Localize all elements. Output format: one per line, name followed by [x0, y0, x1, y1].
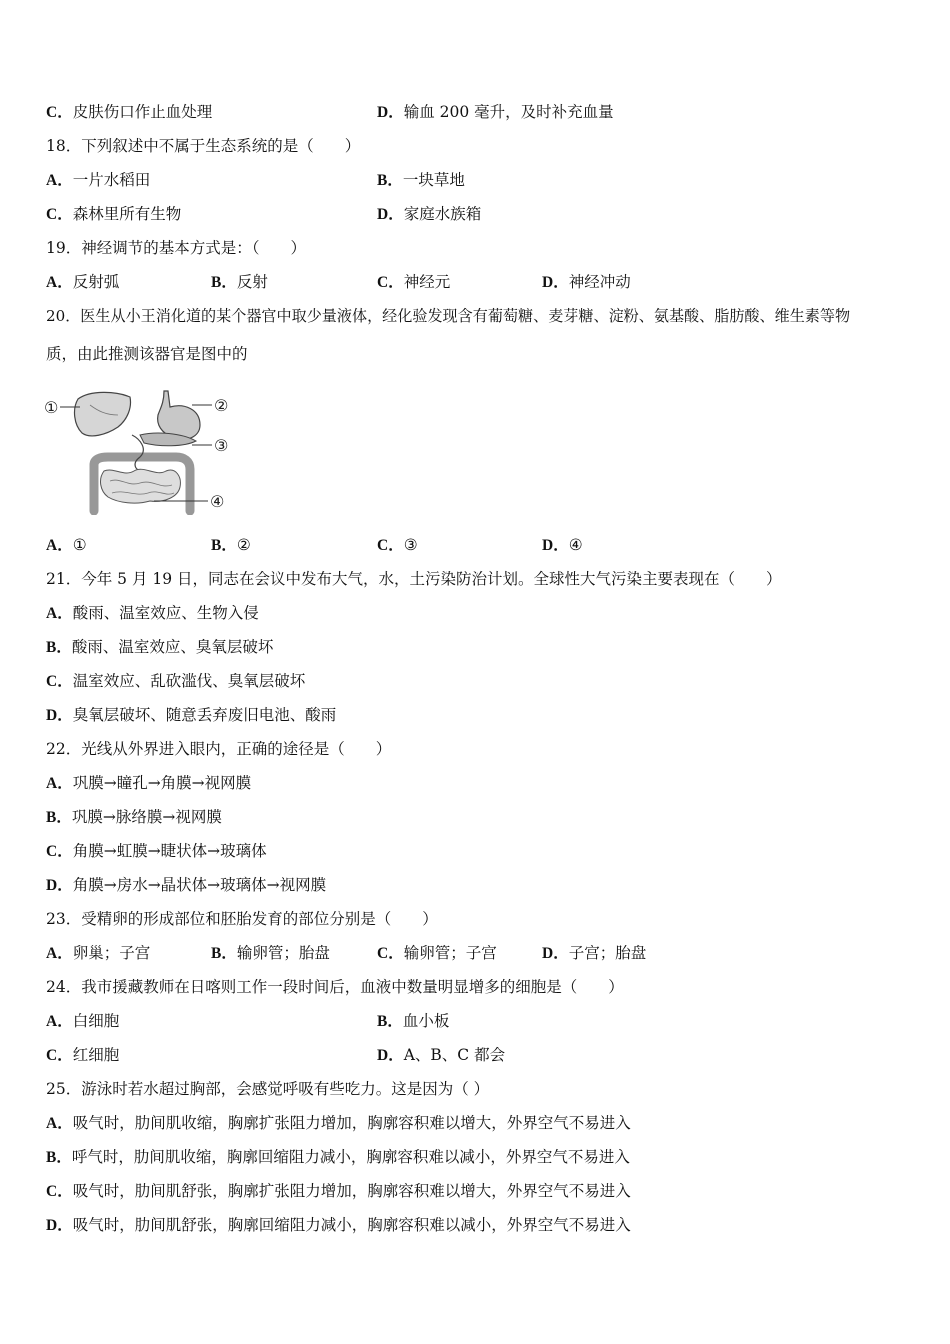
q24-option-c: C．红细胞 [46, 1046, 120, 1064]
q20-stem-line1: 20．医生从小王消化道的某个器官中取少量液体，经化验发现含有葡萄糖、麦芽糖、淀粉、氨基酸、脂肪酸、维生素等物 [46, 307, 851, 325]
q22-option-b: B．巩膜→脉络膜→视网膜 [46, 808, 222, 826]
q24-option-a: A．白细胞 [46, 1012, 120, 1030]
q23-option-b: B．输卵管；胎盘 [211, 944, 330, 962]
q19-option-b: B．反射 [211, 273, 268, 291]
q21-stem: 21．今年 5 月 19 日，同志在会议中发布大气，水，土污染防治计划。全球性大气污染主要表现在（ ） [46, 570, 782, 588]
q19-option-a: A．反射弧 [46, 273, 120, 291]
q21-option-b: B．酸雨、温室效应、臭氧层破坏 [46, 638, 274, 656]
stomach-shape [158, 391, 200, 439]
diagram-marker-1: ① [44, 398, 59, 417]
q20-option-d: D．④ [542, 536, 583, 554]
q23-option-c: C．输卵管；子宫 [377, 944, 497, 962]
q23-option-d: D．子宫；胎盘 [542, 944, 647, 962]
q24-option-b: B．血小板 [377, 1012, 450, 1030]
q25-option-d: D．吸气时，肋间肌舒张，胸廓回缩阻力减小，胸廓容积难以减小，外界空气不易进入 [46, 1216, 631, 1234]
q22-option-c: C．角膜→虹膜→睫状体→玻璃体 [46, 842, 267, 860]
liver-shape [75, 392, 131, 436]
q25-option-b: B．呼气时，肋间肌收缩，胸廓回缩阻力减小，胸廓容积难以减小，外界空气不易进入 [46, 1148, 630, 1166]
q20-stem-line2: 质，由此推测该器官是图中的 [46, 345, 248, 363]
q21-option-a: A．酸雨、温室效应、生物入侵 [46, 604, 259, 622]
q18-option-b: B．一块草地 [377, 171, 465, 189]
q19-stem: 19．神经调节的基本方式是：（ ） [46, 239, 306, 257]
q21-option-c: C．温室效应、乱砍滥伐、臭氧层破坏 [46, 672, 306, 690]
q22-stem: 22．光线从外界进入眼内，正确的途径是（ ） [46, 740, 392, 758]
q20-option-c: C．③ [377, 536, 418, 554]
diagram-marker-3: ③ [214, 436, 229, 455]
q17-option-d: D．输血 200 毫升，及时补充血量 [377, 103, 614, 121]
small-intestine-shape [101, 469, 181, 503]
q21-option-d: D．臭氧层破坏、随意丢弃废旧电池、酸雨 [46, 706, 337, 724]
q18-option-c: C．森林里所有生物 [46, 205, 182, 223]
q23-stem: 23．受精卵的形成部位和胚胎发育的部位分别是（ ） [46, 910, 438, 928]
q20-option-b: B．② [211, 536, 251, 554]
diagram-marker-4: ④ [210, 492, 225, 511]
q19-option-d: D．神经冲动 [542, 273, 631, 291]
q18-stem: 18．下列叙述中不属于生态系统的是（ ） [46, 137, 361, 155]
q22-option-a: A．巩膜→瞳孔→角膜→视网膜 [46, 774, 252, 792]
q18-option-a: A．一片水稻田 [46, 171, 151, 189]
q24-stem: 24．我市援藏教师在日喀则工作一段时间后，血液中数量明显增多的细胞是（ ） [46, 978, 624, 996]
digestive-system-diagram [44, 385, 244, 515]
diagram-marker-2: ② [214, 396, 229, 415]
q25-option-a: A．吸气时，肋间肌收缩，胸廓扩张阻力增加，胸廓容积难以增大，外界空气不易进入 [46, 1114, 631, 1132]
q19-option-c: C．神经元 [377, 273, 451, 291]
q17-option-c: C．皮肤伤口作止血处理 [46, 103, 213, 121]
q20-option-a: A．① [46, 536, 87, 554]
q22-option-d: D．角膜→房水→晶状体→玻璃体→视网膜 [46, 876, 327, 894]
q24-option-d: D．A、B、C 都会 [377, 1046, 506, 1064]
q25-option-c: C．吸气时，肋间肌舒张，胸廓扩张阻力增加，胸廓容积难以增大，外界空气不易进入 [46, 1182, 631, 1200]
q18-option-d: D．家庭水族箱 [377, 205, 482, 223]
q23-option-a: A．卵巢；子宫 [46, 944, 151, 962]
q25-stem: 25．游泳时若水超过胸部，会感觉呼吸有些吃力。这是因为（ ） [46, 1080, 490, 1098]
